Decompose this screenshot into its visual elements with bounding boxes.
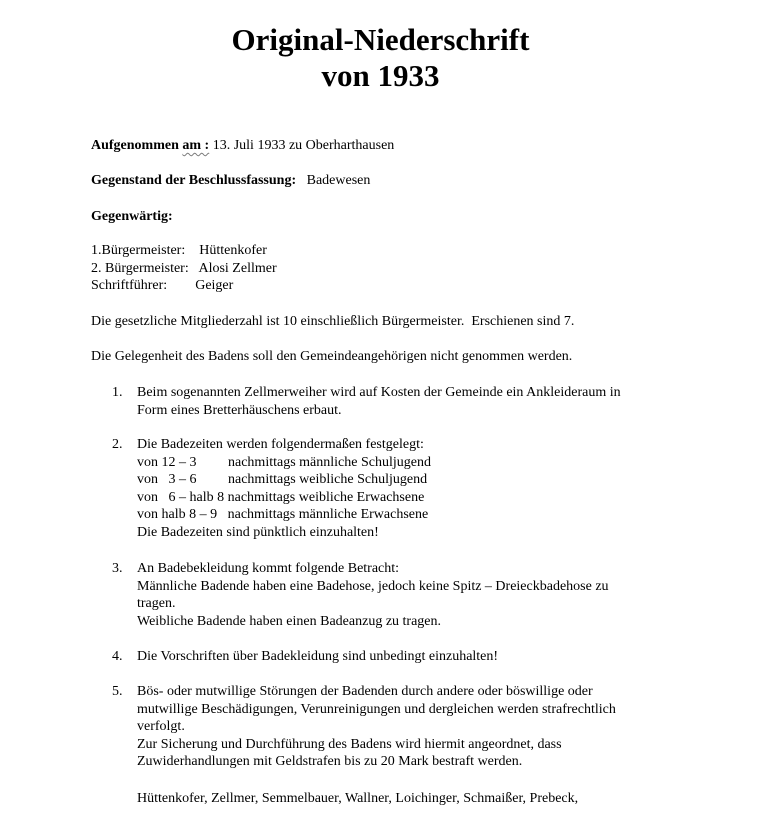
item-line: mutwillige Beschädigungen, Verunreinigungen und dergleichen werden strafrechtlich — [137, 701, 616, 717]
item-line: An Badebekleidung kommt folgende Betracht: — [137, 561, 400, 576]
subject-line — [91, 172, 731, 190]
attendee-name: Hüttenkofer — [185, 243, 267, 258]
item-number: 3. — [112, 561, 123, 576]
item-number: 2. — [112, 437, 123, 452]
item-number: 4. — [112, 649, 123, 664]
schedule-line: von 12 – 3 nachmittags männliche Schuljugend — [137, 454, 431, 470]
schedule-line: von halb 8 – 9 nachmittags männliche Erwachsene — [137, 507, 429, 522]
signatures-text: Hüttenkofer, Zellmer, Semmelbauer, Wallner, Loichinger, Schmaißer, Prebeck, — [137, 791, 579, 806]
attendee-name: Geiger — [167, 278, 234, 293]
item-body — [137, 436, 697, 541]
title-line-1: Original-Niederschrift — [231, 22, 530, 57]
attendee-row — [91, 242, 731, 260]
item-line: Die Badezeiten sind pünktlich einzuhalten! — [137, 524, 379, 540]
item-line: Zuwiderhandlungen mit Geldstrafen bis zu 20 Mark bestraft werden. — [137, 754, 523, 769]
item-line: tragen. — [137, 596, 176, 611]
attendee-row — [91, 260, 731, 278]
recorded-line — [91, 137, 731, 155]
schedule-line: von 3 – 6 nachmittags weibliche Schuljugend — [137, 472, 428, 487]
recorded-value: 13. Juli 1933 zu Oberharthausen — [209, 138, 395, 153]
item-line: Bös- oder mutwillige Störungen der Badenden durch andere oder böswillige oder — [137, 684, 593, 699]
item-body — [137, 648, 697, 666]
item-line: Die Badezeiten werden folgendermaßen festgelegt: — [137, 437, 424, 452]
title-line-2: von 1933 — [321, 58, 440, 93]
subject-label: Gegenstand der Beschlussfassung: — [91, 173, 297, 188]
item-body — [137, 560, 697, 630]
subject-value: Badewesen — [296, 173, 371, 188]
attendees-list — [91, 242, 731, 295]
recorded-label: Aufgenommen — [91, 138, 183, 153]
item-line: Beim sogenannten Zellmerweiher wird auf Kosten der Gemeinde ein Ankleideraum in — [137, 385, 621, 400]
members-paragraph: Die gesetzliche Mitgliederzahl ist 10 einschließlich Bürgermeister. Erschienen sind 7. — [91, 314, 575, 329]
item-line: Weibliche Badende haben einen Badeanzug zu tragen. — [137, 613, 442, 629]
item-line: verfolgt. — [137, 719, 185, 734]
attendee-role: 2. Bürgermeister: — [91, 260, 189, 276]
item-body — [137, 683, 697, 771]
opportunity-paragraph: Die Gelegenheit des Badens soll den Gemeindeangehörigen nicht genommen werden. — [91, 349, 573, 364]
item-line: Männliche Badende haben eine Badehose, jedoch keine Spitz – Dreieckbadehose zu — [137, 578, 609, 594]
attendee-row — [91, 277, 731, 295]
schedule-line: von 6 – halb 8 nachmittags weibliche Erwachsene — [137, 489, 425, 505]
item-line: Form eines Bretterhäuschens erbaut. — [137, 402, 342, 418]
item-body — [137, 384, 697, 419]
item-number: 5. — [112, 684, 123, 699]
attendee-role: 1.Bürgermeister: — [91, 243, 186, 258]
item-line: Zur Sicherung und Durchführung des Badens wird hiermit angeordnet, dass — [137, 736, 562, 752]
present-label: Gegenwärtig: — [91, 209, 173, 224]
recorded-label-am: am : — [182, 138, 210, 153]
attendee-role: Schriftführer: — [91, 278, 168, 293]
item-number: 1. — [112, 385, 123, 400]
attendee-name: Alosi Zellmer — [188, 260, 277, 276]
document-title — [0, 22, 761, 94]
item-line: Die Vorschriften über Badekleidung sind unbedingt einzuhalten! — [137, 649, 499, 664]
